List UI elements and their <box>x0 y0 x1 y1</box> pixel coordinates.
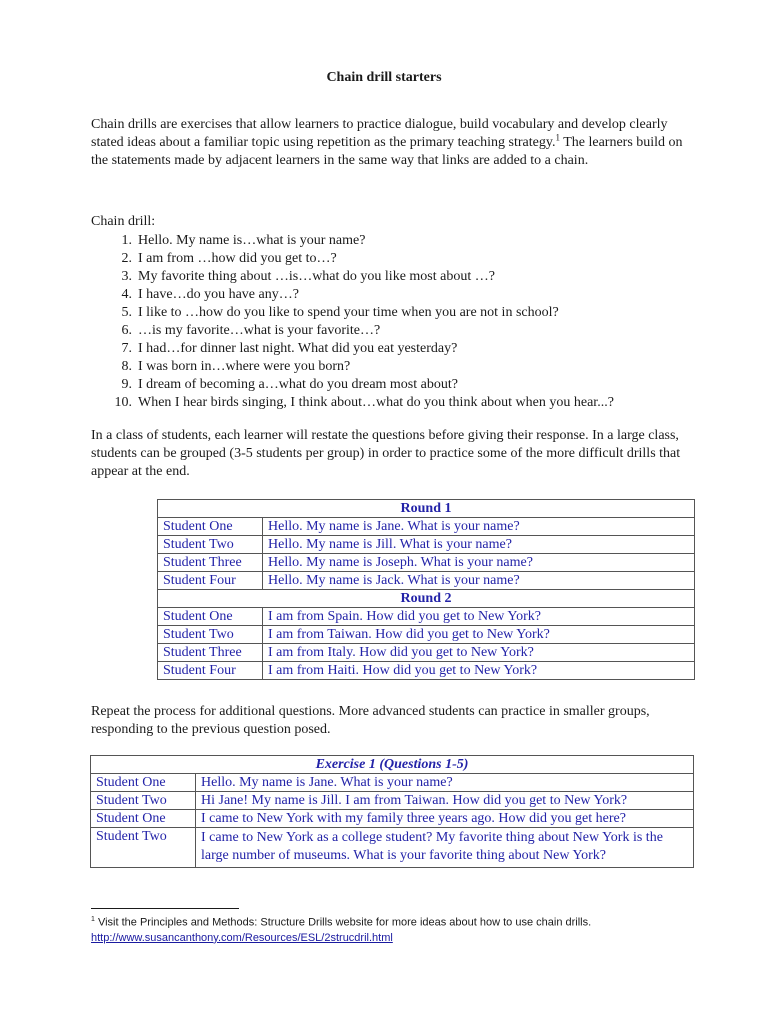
footnote-divider <box>91 908 239 909</box>
table-row: Student One I came to New York with my family three years ago. How did you get here? <box>91 810 694 828</box>
table-row <box>158 500 695 518</box>
table-row: Student One Hello. My name is Jane. What is your name? <box>158 518 695 536</box>
table-row: Student Two Hi Jane! My name is Jill. I am from Taiwan. How did you get to New York? <box>91 792 694 810</box>
list-item: 3. My favorite thing about …is…what do you like most about …? <box>121 269 495 284</box>
list-item: 5. I like to …how do you like to spend your time when you are not in school? <box>121 305 559 320</box>
table-row: Student Three Hello. My name is Joseph. What is your name? <box>158 554 695 572</box>
repeat-paragraph: Repeat the process for additional questions. More advanced students can practice in smaller groups, responding to the previous question posed. <box>91 704 650 737</box>
rounds-table <box>157 499 695 680</box>
footnote-text: Visit the Principles and Methods: Structure Drills website for more ideas about how to use chain drills. <box>94 916 592 929</box>
list-item: 2. I am from …how did you get to…? <box>121 251 337 266</box>
list-item: 9. I dream of becoming a…what do you dream most about? <box>121 377 458 392</box>
exercise-table <box>90 755 694 868</box>
round-1-heading: Round 1 <box>158 500 695 518</box>
table-row: Student One Hello. My name is Jane. What is your name? <box>91 774 694 792</box>
list-item: 8. I was born in…where were you born? <box>121 359 351 374</box>
list-item: 4. I have…do you have any…? <box>121 287 299 302</box>
table-row <box>91 756 694 774</box>
footnote-link[interactable]: http://www.susancanthony.com/Resources/ESL/2strucdril.html <box>91 931 393 944</box>
list-item: 10. When I hear birds singing, I think about…what do you think about when you hear...? <box>114 395 614 410</box>
table-row <box>158 590 695 608</box>
table-row: Student Two Hello. My name is Jill. What is your name? <box>158 536 695 554</box>
footnote-text-line <box>91 912 731 931</box>
table-row: Student Two I came to New York as a college student? My favorite thing about New York is the large number of museums. What is your favorite thing about New York? <box>91 828 694 868</box>
drill-list <box>91 232 691 412</box>
drill-heading: Chain drill: <box>91 214 156 229</box>
footnote <box>91 912 731 946</box>
class-paragraph: In a class of students, each learner will restate the questions before giving their response. In a large class, students can be grouped (3-5 students per group) in order to practice some of the more difficult drills that appear at the end. <box>91 428 681 479</box>
footnote-number: 1 <box>91 916 95 923</box>
footnote-marker[interactable]: 1 <box>555 132 560 143</box>
list-item: 7. I had…for dinner last night. What did you eat yesterday? <box>121 341 458 356</box>
intro-text-continued: The learners build on the statements made by adjacent learners in the same way that links are added to a chain. <box>91 135 683 168</box>
table-row: Student Four I am from Haiti. How did you get to New York? <box>158 662 695 680</box>
exercise-heading: Exercise 1 (Questions 1-5) <box>91 756 694 774</box>
table-row: Student Four Hello. My name is Jack. What is your name? <box>158 572 695 590</box>
round-2-heading: Round 2 <box>158 590 695 608</box>
page-title: Chain drill starters <box>326 70 442 85</box>
list-item: 6. …is my favorite…what is your favorite…? <box>121 323 381 338</box>
table-row: Student Three I am from Italy. How did you get to New York? <box>158 644 695 662</box>
intro-paragraph <box>91 116 691 170</box>
table-row: Student One I am from Spain. How did you get to New York? <box>158 608 695 626</box>
table-row: Student Two I am from Taiwan. How did you get to New York? <box>158 626 695 644</box>
list-item: 1. Hello. My name is…what is your name? <box>121 233 366 248</box>
intro-text: Chain drills are exercises that allow learners to practice dialogue, build vocabulary and develop clearly stated ideas about a familiar topic using repetition as the primary teaching strategy. <box>91 117 668 150</box>
